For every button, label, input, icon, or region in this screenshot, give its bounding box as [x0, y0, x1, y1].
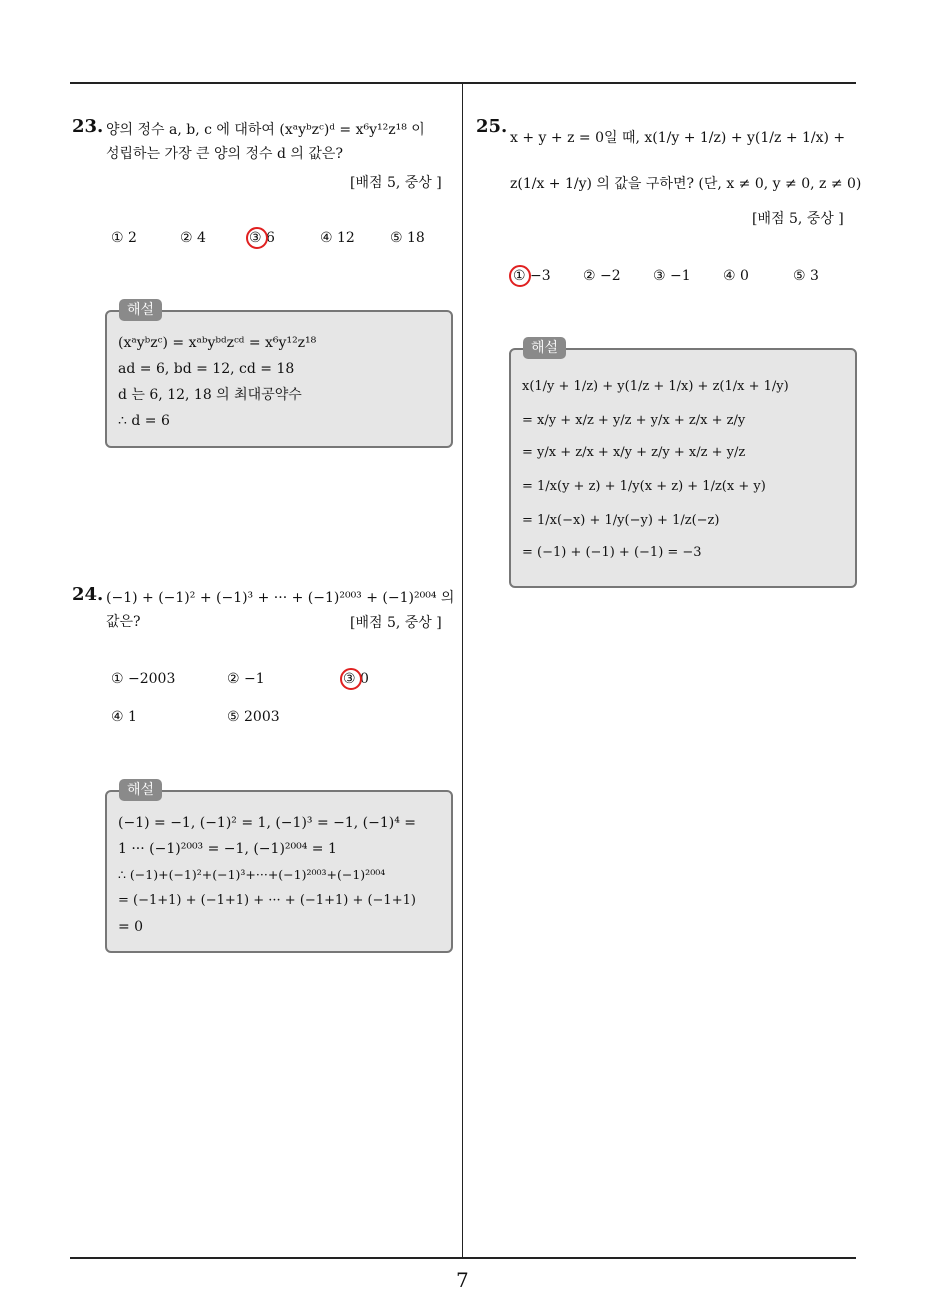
q24-choice-5[interactable]: ⑤ 2003 [227, 709, 280, 725]
page-number: 7 [456, 1268, 469, 1292]
q25-solution-line4: = 1/x(y + z) + 1/y(x + z) + 1/z(x + y) [522, 479, 766, 494]
q23-stem-line2: 성립하는 가장 큰 양의 정수 d 의 값은? [106, 146, 343, 162]
q24-choice-1[interactable]: ① −2003 [111, 671, 176, 687]
q24-choice-2[interactable]: ② −1 [227, 671, 265, 687]
bottom-rule [70, 1257, 856, 1259]
q25-stem-line1: x + y + z = 0일 때, x(1/y + 1/z) + y(1/z + 1/x) + [510, 130, 846, 146]
q24-stem-line2: 값은? [106, 614, 141, 630]
q23-choice-1[interactable]: ① 2 [111, 230, 137, 246]
q24-answer-mark [340, 668, 362, 690]
q23-stem-line1: 양의 정수 a, b, c 에 대하여 (xᵃyᵇzᶜ)ᵈ = x⁶y¹²z¹⁸ 이 [106, 122, 425, 138]
q24-solution-line2: 1 ··· (−1)²⁰⁰³ = −1, (−1)²⁰⁰⁴ = 1 [118, 841, 337, 857]
q23-choice-2[interactable]: ② 4 [180, 230, 206, 246]
q25-choice-4[interactable]: ④ 0 [723, 268, 749, 284]
q25-solution-line6: = (−1) + (−1) + (−1) = −3 [522, 545, 702, 560]
q23-solution-line1: (xᵃyᵇzᶜ) = xᵃᵇyᵇᵈzᶜᵈ = x⁶y¹²z¹⁸ [118, 335, 317, 351]
q25-choice-1[interactable]: ① −3 [513, 268, 551, 284]
q25-choice-3[interactable]: ③ −1 [653, 268, 691, 284]
q25-solution-line1: x(1/y + 1/z) + y(1/z + 1/x) + z(1/x + 1/y) [522, 379, 789, 394]
q25-solution-line3: = y/x + z/x + x/y + z/y + x/z + y/z [522, 445, 746, 460]
column-divider [462, 84, 463, 1258]
q24-choice-4[interactable]: ④ 1 [111, 709, 137, 725]
q25-choice-5[interactable]: ⑤ 3 [793, 268, 819, 284]
q24-choice-3[interactable]: ③ 0 [343, 671, 369, 687]
q25-choice-2[interactable]: ② −2 [583, 268, 621, 284]
top-rule [70, 82, 856, 84]
q23-solution-tag: 해설 [119, 299, 162, 321]
q23-solution-line4: ∴ d = 6 [118, 413, 170, 429]
q25-score: [배점 5, 중상 ] [752, 211, 844, 227]
q25-solution-tag: 해설 [523, 337, 566, 359]
q23-score: [배점 5, 중상 ] [350, 175, 442, 191]
q23-answer-mark [246, 227, 268, 249]
q24-number: 24. [72, 584, 104, 605]
q23-choice-4[interactable]: ④ 12 [320, 230, 355, 246]
q23-choice-5[interactable]: ⑤ 18 [390, 230, 425, 246]
q23-number: 23. [72, 116, 104, 137]
q25-number: 25. [476, 116, 508, 137]
q24-solution-line5: = 0 [118, 919, 144, 935]
q24-solution-line1: (−1) = −1, (−1)² = 1, (−1)³ = −1, (−1)⁴ = [118, 815, 417, 831]
q25-solution-line5: = 1/x(−x) + 1/y(−y) + 1/z(−z) [522, 513, 720, 528]
q24-solution-line3: ∴ (−1)+(−1)²+(−1)³+···+(−1)²⁰⁰³+(−1)²⁰⁰⁴ [118, 867, 386, 882]
q23-solution-line3: d 는 6, 12, 18 의 최대공약수 [118, 387, 302, 403]
q23-solution-line2: ad = 6, bd = 12, cd = 18 [118, 361, 295, 377]
q24-score: [배점 5, 중상 ] [350, 615, 442, 631]
q23-choice-3[interactable]: ③ 6 [249, 230, 275, 246]
q25-stem-line2: z(1/x + 1/y) 의 값을 구하면? (단, x ≠ 0, y ≠ 0, z ≠ 0) [510, 176, 862, 192]
q24-stem-line1: (−1) + (−1)² + (−1)³ + ··· + (−1)²⁰⁰³ + (−1)²⁰⁰⁴ 의 [106, 590, 455, 606]
q24-solution-tag: 해설 [119, 779, 162, 801]
q25-answer-mark [509, 265, 531, 287]
q24-solution-line4: = (−1+1) + (−1+1) + ··· + (−1+1) + (−1+1) [118, 893, 416, 908]
q25-solution-line2: = x/y + x/z + y/z + y/x + z/x + z/y [522, 413, 746, 428]
